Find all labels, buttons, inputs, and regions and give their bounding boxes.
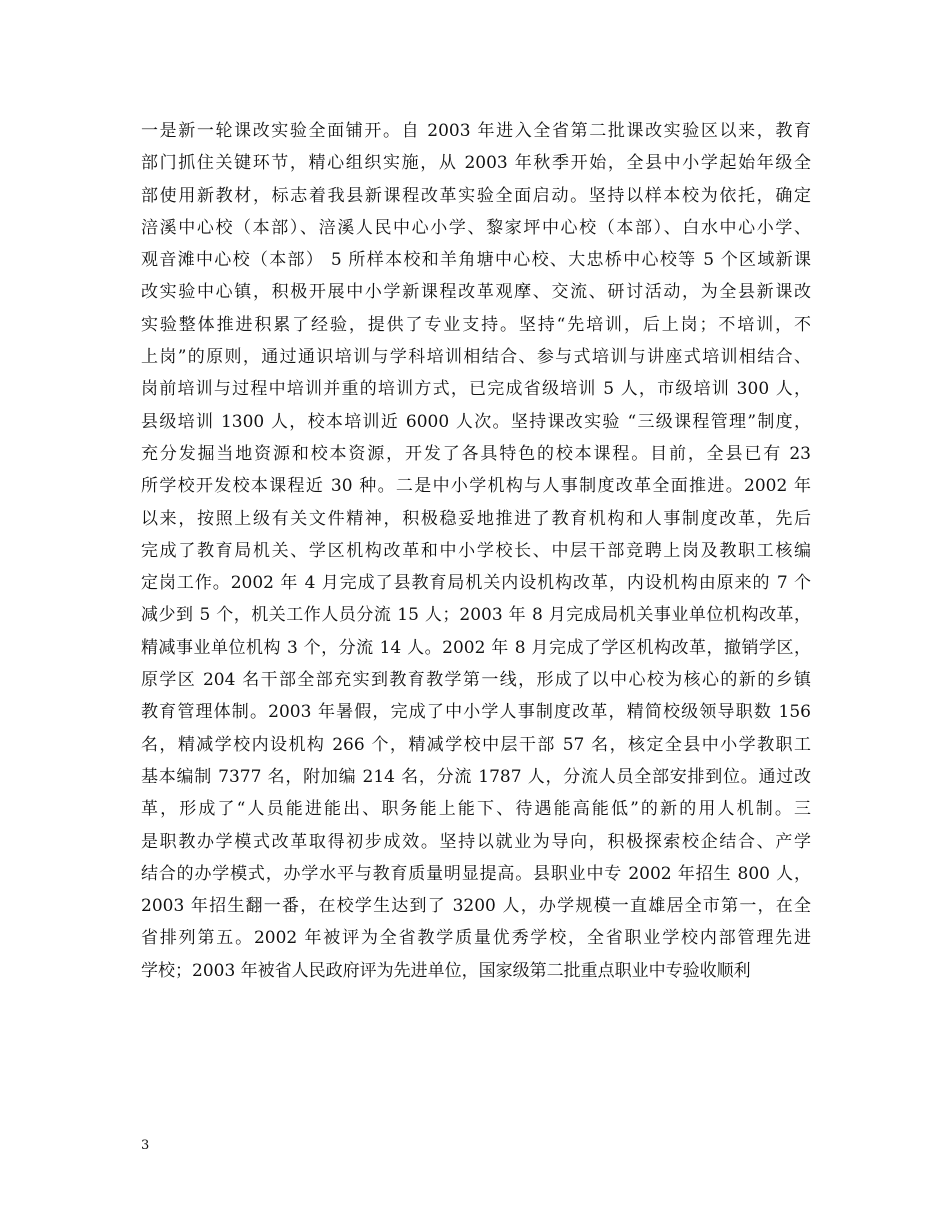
text-line: 教育管理体制。2003 年暑假，完成了中小学人事制度改革，精简校级领导职数 156 xyxy=(141,702,811,723)
text-line: 革，形成了“人员能进能出、职务能上能下、待遇能高能低”的新的用人机制。三 xyxy=(141,799,811,820)
text-line: 部使用新教材，标志着我县新课程改革实验全面启动。坚持以样本校为依托，确定 xyxy=(141,185,811,206)
text-line: 以来，按照上级有关文件精神，积极稳妥地推进了教育机构和人事制度改革，先后 xyxy=(141,508,811,529)
text-line: 原学区 204 名干部全部充实到教育教学第一线，形成了以中心校为核心的新的乡镇 xyxy=(141,670,811,691)
text-line: 县级培训 1300 人，校本培训近 6000 人次。坚持课改实验 “三级课程管理”制度， xyxy=(141,411,811,432)
text-line: 上岗”的原则，通过通识培训与学科培训相结合、参与式培训与讲座式培训相结合、 xyxy=(141,347,811,368)
text-line: 定岗工作。2002 年 4 月完成了县教育局机关内设机构改革，内设机构由原来的 7 个 xyxy=(141,573,811,594)
text-line: 名，精减学校内设机构 266 个，精减学校中层干部 57 名，核定全县中小学教职工 xyxy=(141,734,811,755)
body-text xyxy=(141,115,811,987)
text-line: 观音滩中心校（本部） 5 所样本校和羊角塘中心校、大忠桥中心校等 5 个区域新课 xyxy=(141,250,811,271)
text-line: 结合的办学模式，办学水平与教育质量明显提高。县职业中专 2002 年招生 800 人， xyxy=(141,863,811,884)
text-line: 2003 年招生翻一番，在校学生达到了 3200 人，办学规模一直雄居全市第一，在全 xyxy=(141,896,811,917)
page-number: 3 xyxy=(141,1138,150,1153)
text-line: 改实验中心镇，积极开展中小学新课程改革观摩、交流、研讨活动，为全县新课改 xyxy=(141,282,811,303)
text-line: 实验整体推进积累了经验，提供了专业支持。坚持“先培训，后上岗；不培训，不 xyxy=(141,314,811,335)
text-line: 精减事业单位机构 3 个，分流 14 人。2002 年 8 月完成了学区机构改革，撤销学区， xyxy=(141,637,811,658)
text-line: 部门抓住关键环节，精心组织实施，从 2003 年秋季开始，全县中小学起始年级全 xyxy=(141,153,811,174)
text-line: 减少到 5 个，机关工作人员分流 15 人；2003 年 8 月完成局机关事业单位机构改革， xyxy=(141,605,811,626)
text-line: 充分发掘当地资源和校本资源，开发了各具特色的校本课程。目前，全县已有 23 xyxy=(141,443,811,464)
text-line: 是职教办学模式改革取得初步成效。坚持以就业为导向，积极探索校企结合、产学 xyxy=(141,831,811,852)
text-line: 涪溪中心校（本部）、涪溪人民中心小学、黎家坪中心校（本部）、白水中心小学、 xyxy=(141,217,811,238)
text-line: 所学校开发校本课程近 30 种。二是中小学机构与人事制度改革全面推进。2002 年 xyxy=(141,476,811,497)
text-line: 基本编制 7377 名，附加编 214 名，分流 1787 人，分流人员全部安排到位。通过改 xyxy=(141,766,811,787)
text-line: 一是新一轮课改实验全面铺开。自 2003 年进入全省第二批课改实验区以来，教育 xyxy=(141,121,811,141)
text-line: 学校；2003 年被省人民政府评为先进单位，国家级第二批重点职业中专验收顺利 xyxy=(141,960,751,981)
text-line: 岗前培训与过程中培训并重的培训方式，已完成省级培训 5 人，市级培训 300 人， xyxy=(141,379,811,400)
text-line: 省排列第五。2002 年被评为全省教学质量优秀学校，全省职业学校内部管理先进 xyxy=(141,928,811,949)
text-line: 完成了教育局机关、学区机构改革和中小学校长、中层干部竞聘上岗及教职工核编 xyxy=(141,540,811,561)
